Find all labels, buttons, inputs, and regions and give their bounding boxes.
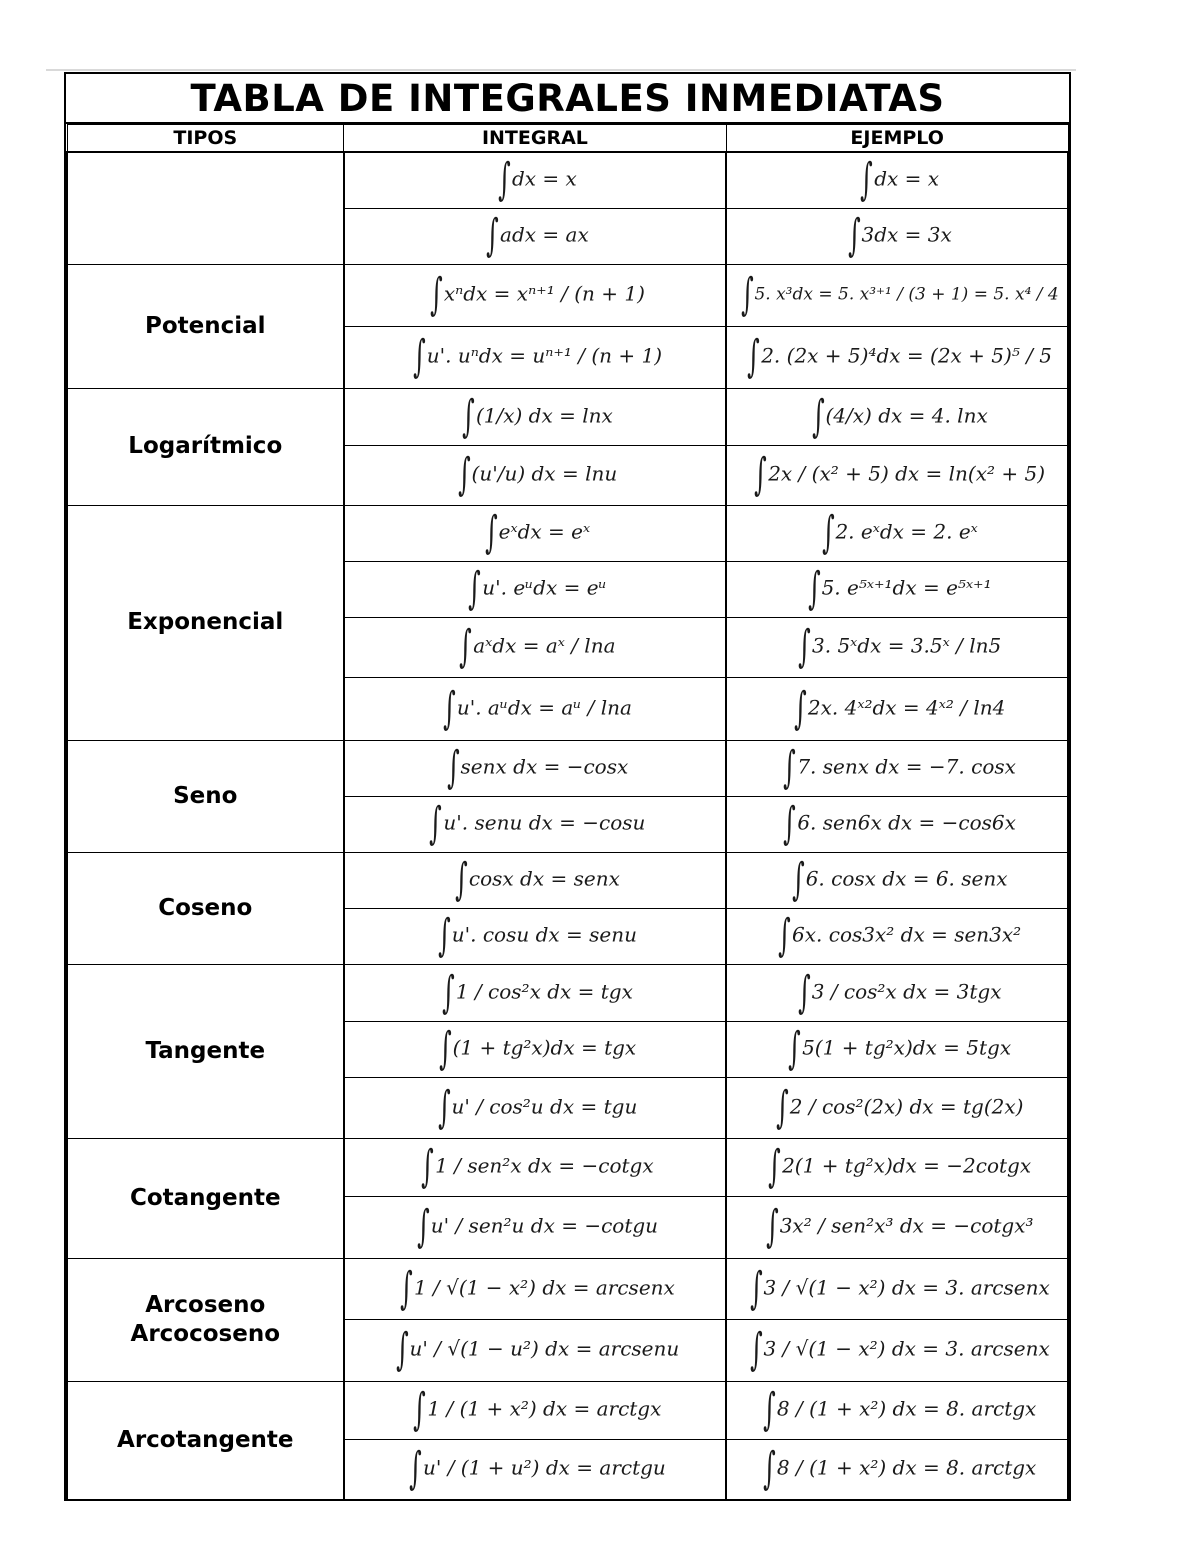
integral-sign-icon: ∫ [783,798,797,849]
integral-sign-icon: ∫ [421,1141,434,1192]
ejemplo-cell [726,388,1068,445]
integral-formula: (u'/u) dx = lnu [471,461,618,486]
integral-sign-icon: ∫ [442,966,455,1018]
integral-sign-icon: ∫ [437,910,451,961]
integral-sign-icon: ∫ [788,1023,801,1074]
ejemplo-formula: 6. cosx dx = 6. senx [805,866,1008,891]
integral-sign-icon: ∫ [412,331,426,382]
integral-formula: 1 / √(1 − x²) dx = arcsenx [413,1275,675,1299]
integral-sign-icon: ∫ [409,1443,422,1495]
ejemplo-cell [726,1319,1068,1381]
table-row [67,264,1068,326]
integral-formula: u' / (1 + u²) dx = arctgu [422,1455,666,1480]
ejemplo-cell [726,1381,1068,1439]
integral-formula: adx = ax [500,222,589,247]
integral-sign-icon: ∫ [395,1324,409,1375]
ejemplo-formula: 8 / (1 + x²) dx = 8. arctgx [776,1455,1037,1480]
integral-sign-icon: ∫ [749,1324,763,1375]
integral-sign-icon: ∫ [740,269,754,320]
integral-cell [344,505,727,561]
integral-cell [344,677,727,740]
integral-sign-icon: ∫ [400,1262,413,1314]
integral-sign-icon: ∫ [807,563,821,614]
integral-sign-icon: ∫ [438,1023,452,1074]
ejemplo-formula: 3. 5ˣdx = 3.5ˣ / ln5 [812,633,1002,658]
integral-sign-icon: ∫ [763,1384,776,1435]
integral-formula: eˣdx = eˣ [498,519,591,544]
ejemplo-formula: 6. sen6x dx = −cos6x [797,810,1016,835]
integral-cell [344,264,727,326]
ejemplo-cell [726,852,1068,908]
integral-sign-icon: ∫ [768,1141,781,1192]
tipo-cell: Potencial [67,264,344,388]
ejemplo-formula: 2(1 + tg²x)dx = −2cotgx [782,1153,1032,1178]
ejemplo-formula: 2 / cos²(2x) dx = tg(2x) [789,1094,1024,1118]
integral-cell [344,1319,727,1381]
ejemplo-cell [726,1077,1068,1138]
tipo-cell: Cotangente [67,1138,344,1258]
integral-formula: u'. aᵘdx = aᵘ / lna [456,695,632,719]
integral-cell [344,561,727,617]
header-tipos: TIPOS [67,125,344,153]
integral-sign-icon: ∫ [437,1081,451,1133]
integral-formula: xⁿdx = xⁿ⁺¹ / (n + 1) [443,281,645,306]
integral-cell [344,1077,727,1138]
ejemplo-cell [726,1258,1068,1319]
ejemplo-formula: 3 / √(1 − x²) dx = 3. arcsenx [763,1275,1050,1299]
tipo-cell: Exponencial [67,505,344,740]
ejemplo-cell [726,740,1068,796]
table-row [67,852,1068,908]
ejemplo-cell [726,326,1068,388]
integral-sign-icon: ∫ [457,449,471,500]
integral-sign-icon: ∫ [430,269,443,320]
ejemplo-cell [726,152,1068,208]
integral-formula: u'. eᵘdx = eᵘ [482,575,607,600]
ejemplo-cell [726,1439,1068,1500]
integral-sign-icon: ∫ [754,449,768,500]
integral-sign-icon: ∫ [797,966,811,1018]
ejemplo-cell [726,208,1068,264]
integral-sign-icon: ∫ [747,331,761,382]
integral-sign-icon: ∫ [416,1201,430,1252]
integral-formula: (1 + tg²x)dx = tgx [452,1035,637,1060]
table-row [67,1258,1068,1319]
ejemplo-formula: 6x. cos3x² dx = sen3x² [792,922,1022,947]
integral-sign-icon: ∫ [413,1384,427,1435]
table-row [67,964,1068,1021]
integral-sign-icon: ∫ [778,910,791,961]
ejemplo-cell [726,908,1068,964]
integral-sign-icon: ∫ [498,154,511,206]
integral-cell [344,1258,727,1319]
integral-cell [344,908,727,964]
top-rule [46,69,1076,71]
integral-sign-icon: ∫ [821,507,835,558]
ejemplo-formula: 2x / (x² + 5) dx = ln(x² + 5) [768,461,1046,486]
integral-cell [344,388,727,445]
integral-sign-icon: ∫ [798,621,811,672]
page-title: TABLA DE INTEGRALES INMEDIATAS [66,74,1069,124]
integral-cell [344,852,727,908]
ejemplo-cell [726,964,1068,1021]
integral-formula: 1 / cos²x dx = tgx [455,979,633,1003]
ejemplo-cell [726,1196,1068,1258]
table-body [67,152,1068,1500]
integral-sign-icon: ∫ [765,1201,779,1252]
integral-sign-icon: ∫ [749,1262,763,1314]
integral-sign-icon: ∫ [776,1081,789,1133]
integral-cell [344,1381,727,1439]
ejemplo-cell [726,561,1068,617]
ejemplo-formula: 8 / (1 + x²) dx = 8. arctgx [776,1396,1037,1421]
integral-sign-icon: ∫ [791,854,805,905]
integral-cell [344,964,727,1021]
integral-sign-icon: ∫ [763,1443,776,1495]
table-row [67,1381,1068,1439]
integral-formula: aˣdx = aˣ / lna [473,633,616,658]
table-row [67,740,1068,796]
integral-formula: u' / √(1 − u²) dx = arcsenu [409,1336,680,1361]
integral-cell [344,1138,727,1196]
integral-formula: u' / sen²u dx = −cotgu [430,1213,659,1238]
integral-sign-icon: ∫ [783,742,797,793]
ejemplo-formula: dx = x [874,166,940,191]
ejemplo-cell [726,677,1068,740]
integral-formula: (1/x) dx = lnx [475,403,613,427]
tipo-cell [67,152,344,264]
ejemplo-formula: 5. x³dx = 5. x³⁺¹ / (3 + 1) = 5. x⁴ / 4 [754,284,1059,305]
tipo-cell: Tangente [67,964,344,1138]
ejemplo-formula: 3 / √(1 − x²) dx = 3. arcsenx [763,1336,1050,1361]
tipo-cell: Coseno [67,852,344,964]
header-integral: INTEGRAL [344,125,727,153]
ejemplo-formula: 5(1 + tg²x)dx = 5tgx [802,1035,1012,1060]
integral-formula: 1 / (1 + x²) dx = arctgx [427,1396,662,1421]
ejemplo-formula: 3dx = 3x [861,222,952,247]
integral-formula: senx dx = −cosx [460,754,629,779]
integral-sign-icon: ∫ [462,390,475,442]
integral-cell [344,152,727,208]
integral-sign-icon: ∫ [468,563,482,614]
tipo-cell: Arcotangente [67,1381,344,1500]
integrals-table-sheet [64,72,1071,1501]
integral-cell [344,1196,727,1258]
integral-formula: cosx dx = senx [468,866,620,891]
integral-sign-icon: ∫ [459,621,473,672]
ejemplo-cell [726,445,1068,505]
integral-cell [344,326,727,388]
ejemplo-formula: 5. e⁵ˣ⁺¹dx = e⁵ˣ⁺¹ [821,575,992,600]
integral-formula: u'. cosu dx = senu [451,922,638,947]
integral-sign-icon: ∫ [429,798,443,849]
integrals-table [66,124,1069,1501]
ejemplo-cell [726,505,1068,561]
integral-formula: dx = x [511,166,577,191]
integral-cell [344,740,727,796]
integral-sign-icon: ∫ [446,742,460,793]
ejemplo-formula: 7. senx dx = −7. cosx [797,754,1016,779]
ejemplo-cell [726,264,1068,326]
integral-cell [344,208,727,264]
integral-formula: u'. uⁿdx = uⁿ⁺¹ / (n + 1) [426,343,663,368]
integral-cell [344,1439,727,1500]
ejemplo-formula: 2. eˣdx = 2. eˣ [835,519,978,544]
ejemplo-formula: 3x² / sen²x³ dx = −cotgx³ [779,1213,1034,1238]
table-row [67,1138,1068,1196]
integral-cell [344,1021,727,1077]
tipo-cell: Arcoseno Arcocoseno [67,1258,344,1381]
header-ejemplo: EJEMPLO [726,125,1068,153]
ejemplo-cell [726,617,1068,677]
integral-sign-icon: ∫ [455,854,468,905]
ejemplo-formula: 2. (2x + 5)⁴dx = (2x + 5)⁵ / 5 [761,343,1053,368]
table-row [67,152,1068,208]
ejemplo-cell [726,1138,1068,1196]
integral-sign-icon: ∫ [847,210,861,261]
integral-cell [344,617,727,677]
ejemplo-formula: 2x. 4ˣ²dx = 4ˣ² / ln4 [807,695,1006,719]
tipo-cell: Seno [67,740,344,852]
integral-sign-icon: ∫ [484,507,498,558]
integral-formula: u'. senu dx = −cosu [443,810,646,835]
tipo-cell: Logarítmico [67,388,344,505]
integral-cell [344,796,727,852]
integral-sign-icon: ∫ [860,154,874,206]
integral-cell [344,445,727,505]
ejemplo-formula: 3 / cos²x dx = 3tgx [811,979,1002,1003]
header-row [67,125,1068,153]
integral-sign-icon: ∫ [486,210,499,261]
ejemplo-cell [726,1021,1068,1077]
ejemplo-cell [726,796,1068,852]
table-row [67,388,1068,445]
integral-sign-icon: ∫ [794,682,807,734]
integral-formula: 1 / sen²x dx = −cotgx [435,1153,654,1178]
integral-sign-icon: ∫ [811,390,825,442]
integral-sign-icon: ∫ [443,682,456,734]
ejemplo-formula: (4/x) dx = 4. lnx [825,403,988,427]
table-row [67,505,1068,561]
integral-formula: u' / cos²u dx = tgu [451,1094,638,1118]
